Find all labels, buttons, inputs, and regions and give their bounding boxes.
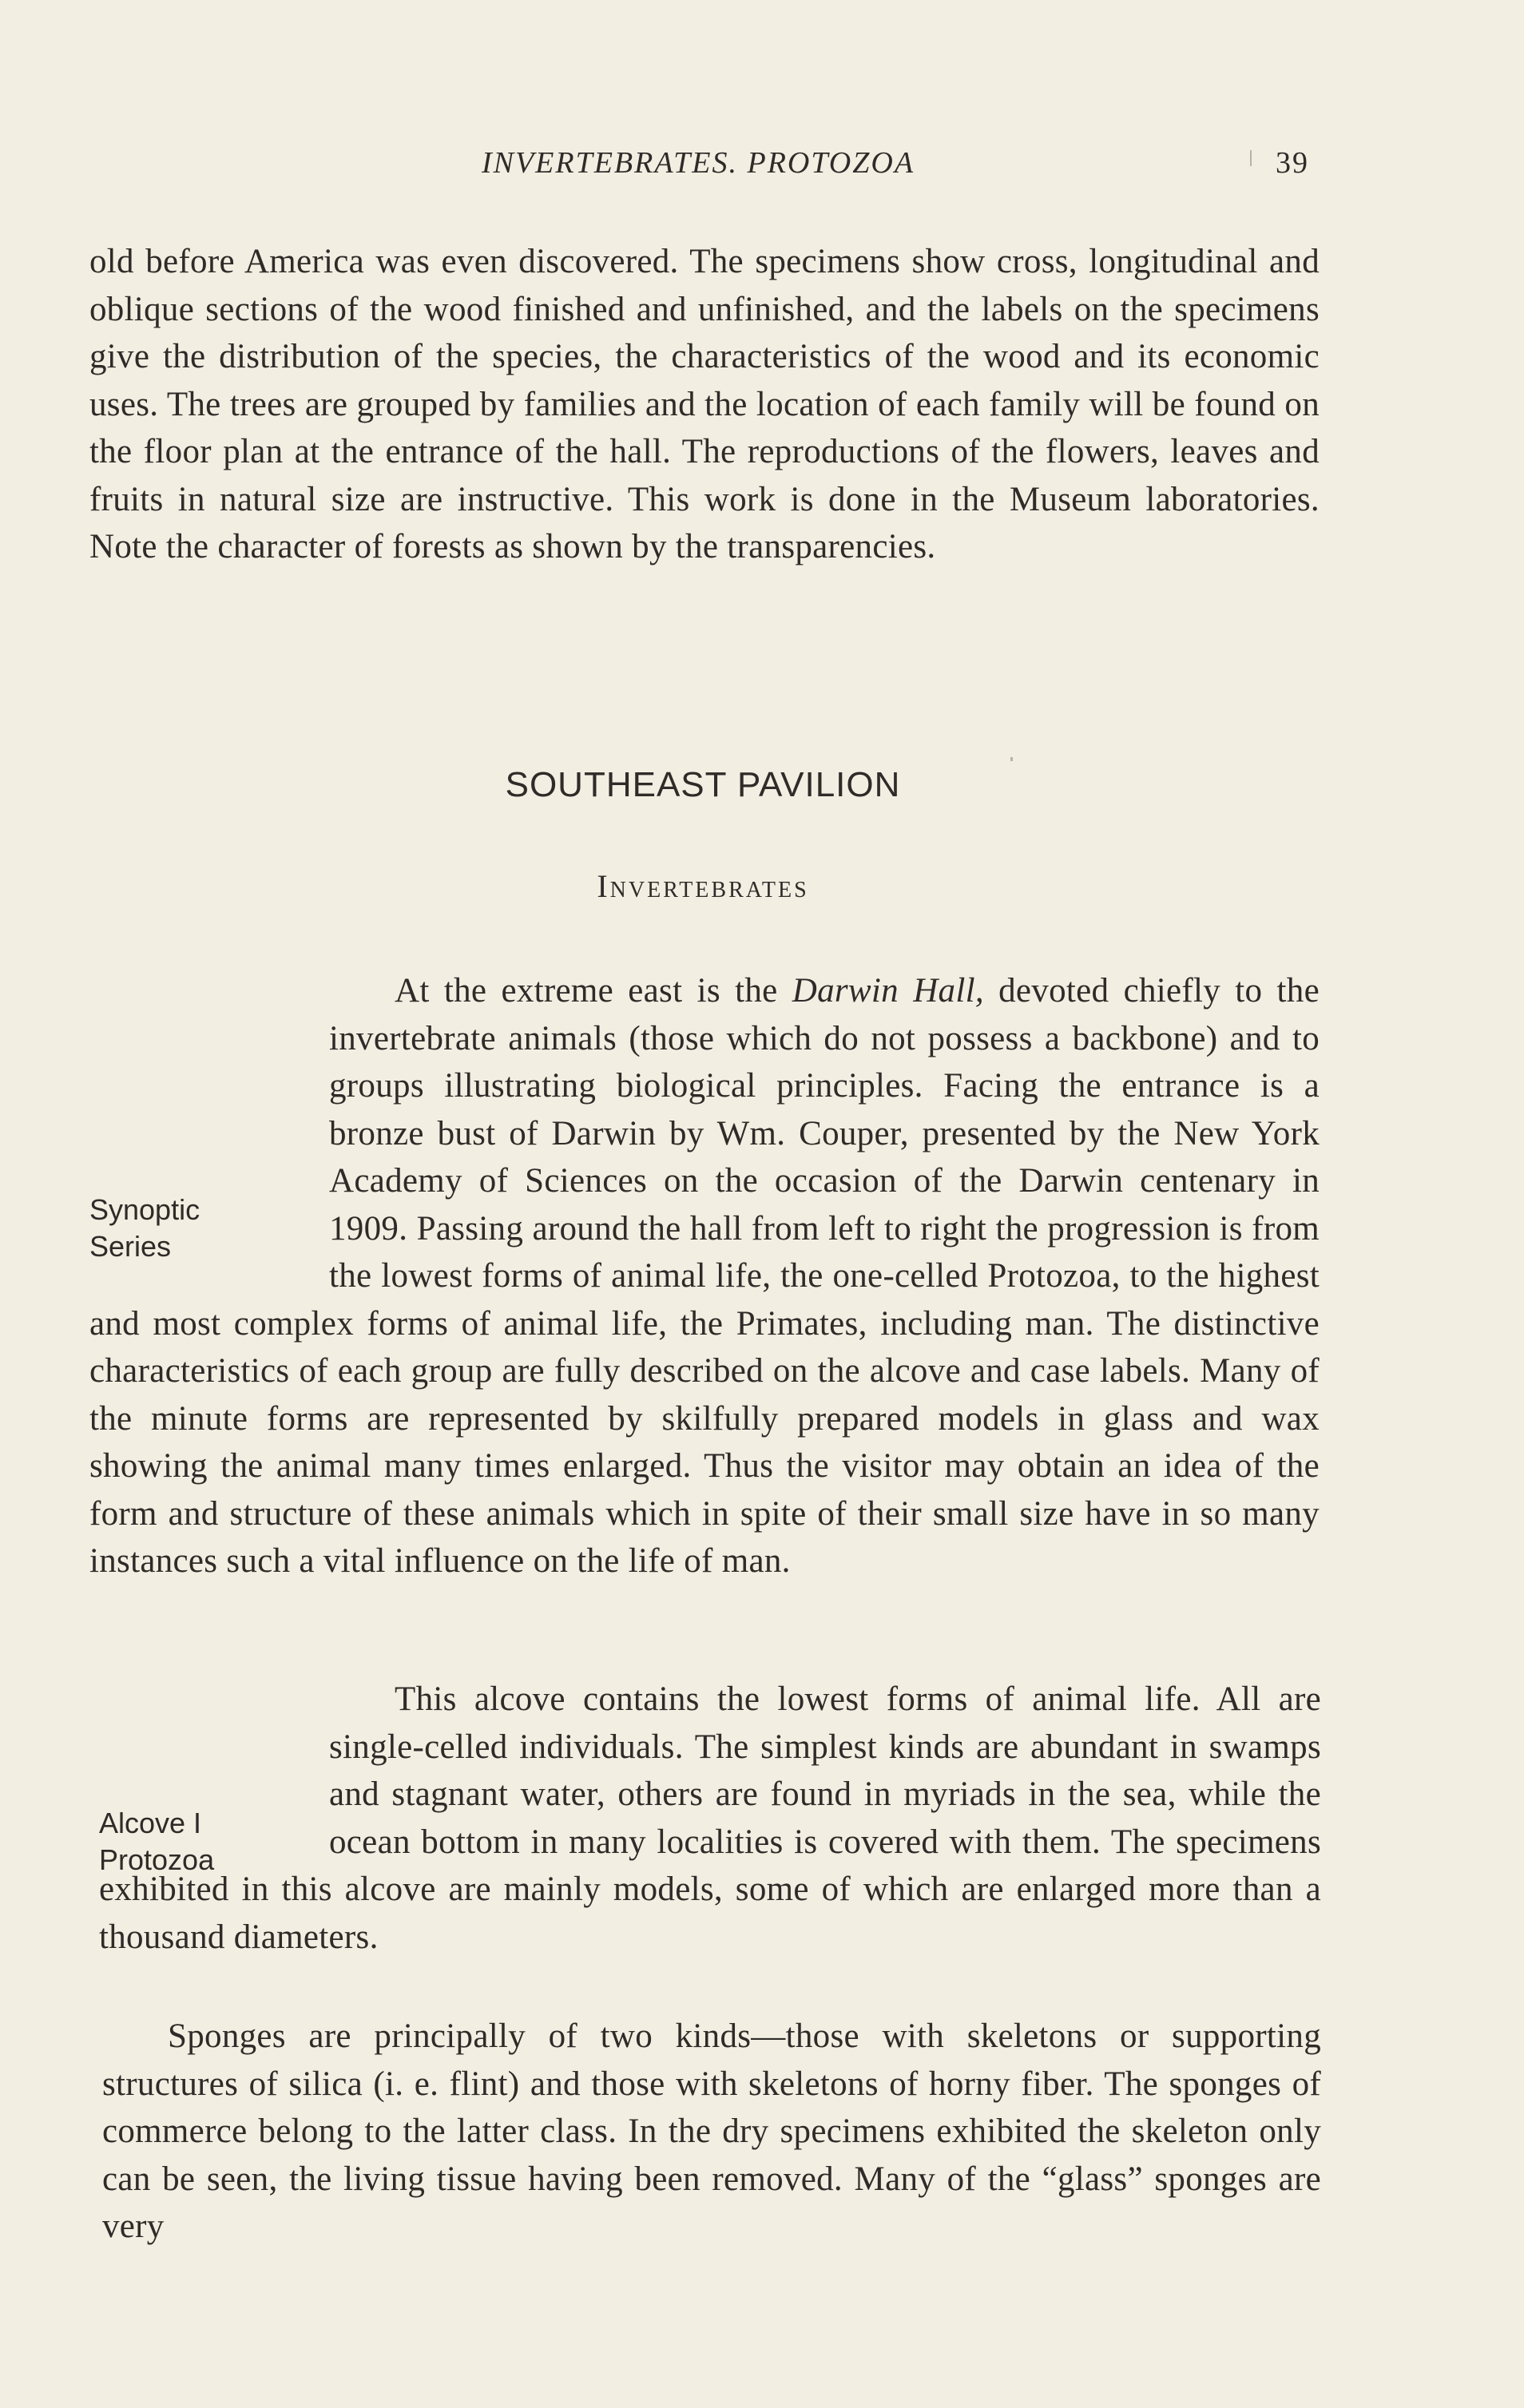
- margin-note-alcove-protozoa: [99, 1805, 214, 1878]
- darwin-hall-italic: Darwin Hall,: [792, 972, 984, 1010]
- paragraph-darwin-hall-body: devoted chiefly to the invertebrate animals (those which do not possess a backbone) and to groups illustrating biological principles. Facing the entrance is a bronze bust of Darwin by Wm. Couper, presented by the New York Academy of Sciences on the occasion of the Darwin centenary in 1909. Passing around the hall from left to right the progression is from the lowest forms of animal life, the one-celled Protozoa, to the highest and most complex forms of animal life, the Primates, including man. The distinctive characteristics of each group are fully described on the alcove and case labels. Many of the minute forms are represented by skilfully prepared models in glass and wax showing the animal many times enlarged. Thus the visitor may obtain an idea of the form and structure of these animals which in spite of their small size have in so many instances such a vital influence on the life of man.: [89, 972, 1320, 1580]
- sub-heading: Invertebrates: [597, 868, 809, 904]
- paragraph-darwin-hall-lead: At the extreme east is the: [395, 972, 792, 1010]
- running-title: INVERTEBRATES. PROTOZOA: [481, 146, 915, 180]
- margin-note-line: Series: [89, 1230, 172, 1263]
- section-heading: SOUTHEAST PAVILION: [505, 765, 901, 804]
- paragraph-forest-woods: old before America was even discovered. The specimens show cross, longitudinal and oblique sections of the wood finished and unfinished, and the labels on the specimens give the distribution of the species, the characteristics of the wood and its economic uses. The trees are grouped by families and the location of each family will be found on the floor plan at the entrance of the hall. The reproductions of the flowers, leaves and fruits in natural size are instructive. This work is done in the Museum laboratories. Note the character of forests as shown by the transparencies.: [89, 243, 1320, 565]
- margin-note-line: Alcove I: [99, 1807, 202, 1839]
- header-tick-mark: [1250, 150, 1252, 166]
- margin-note-line: Protozoa: [99, 1843, 215, 1876]
- running-header: [0, 145, 1524, 193]
- page-number: 39: [1276, 146, 1309, 180]
- paragraph-sponges: Sponges are principally of two kinds—those with skeletons or supporting structures of silica (i. e. flint) and those with skeletons of horny fiber. The sponges of commerce belong to the latter class. In the dry specimens exhibited the skeleton only can be seen, the living tissue having been removed. Many of the “glass” sponges are very: [102, 2017, 1321, 2245]
- paragraph-alcove-protozoa-body: This alcove contains the lowest forms of animal life. All are single-celled individuals. The simplest kinds are abundant in swamps and stagnant water, others are found in myriads in the sea, while the ocean bottom in many localities is covered with them. The specimens exhibited in this alcove are mainly models, some of which are enlarged more than a thousand diameters.: [99, 1680, 1321, 1956]
- margin-note-synoptic-series: [89, 1192, 200, 1265]
- print-speck: [1010, 757, 1013, 761]
- paragraph-alcove-protozoa: [99, 1676, 1321, 1961]
- margin-note-line: Synoptic: [89, 1193, 200, 1226]
- paragraph-darwin-hall: [89, 967, 1320, 1585]
